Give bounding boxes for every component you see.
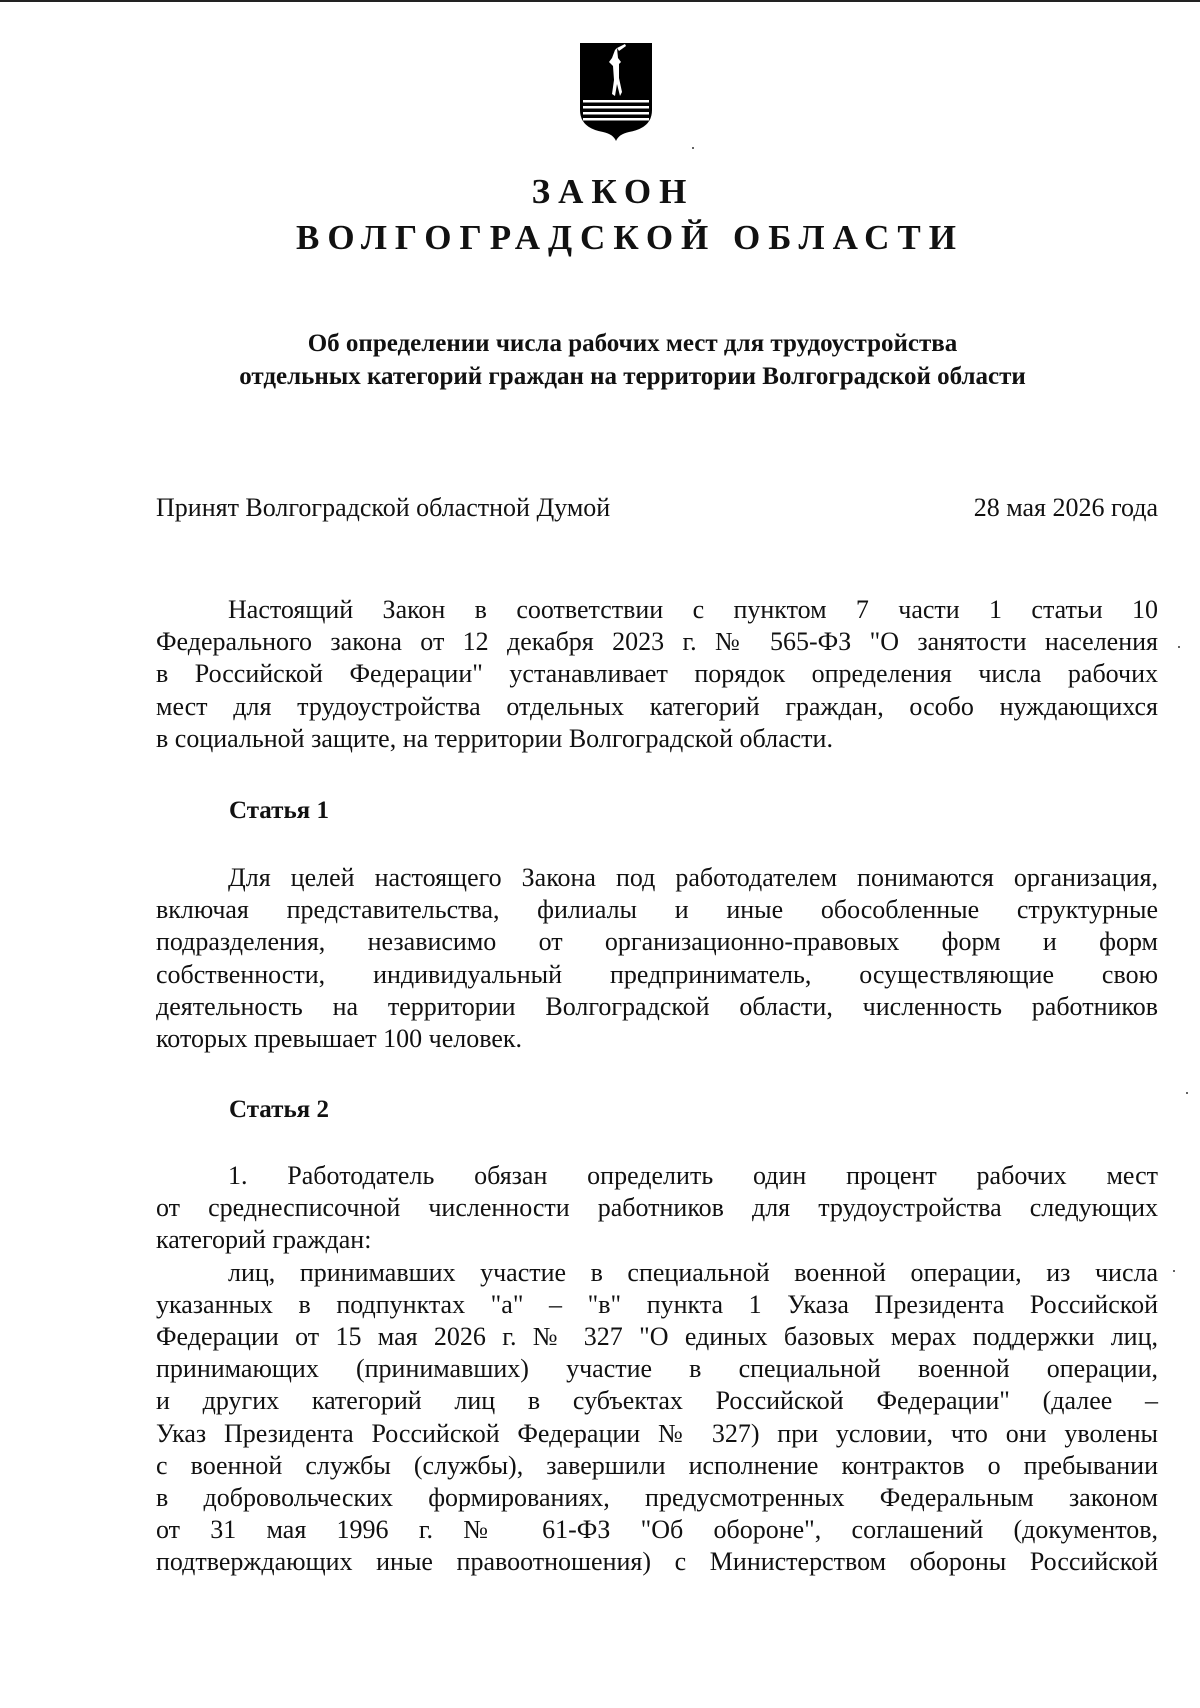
text-line: лиц, принимавших участие в специальной военной операции, из числа	[228, 1257, 1158, 1287]
text-line: подразделения, независимо от организационно-правовых форм и форм	[156, 927, 1158, 957]
region-title: ВОЛГОГРАДСКОЙ ОБЛАСТИ	[296, 218, 964, 257]
subject-line: отдельных категорий граждан на территории Волгоградской области	[239, 363, 1026, 390]
text-line: в добровольческих формированиях, предусмотренных Федеральным законом	[156, 1483, 1158, 1513]
text-line: в Российской Федерации" устанавливает порядок определения числа рабочих	[156, 659, 1158, 689]
scan-speck	[1186, 1092, 1188, 1094]
text-line: деятельность на территории Волгоградской области, численность работников	[156, 991, 1158, 1021]
text-line: 1. Работодатель обязан определить один процент рабочих мест	[228, 1161, 1158, 1190]
article-1-heading: Статья 1	[229, 797, 329, 824]
scan-speck	[1173, 1270, 1175, 1272]
preamble	[156, 594, 1158, 755]
scan-speck	[1178, 646, 1180, 648]
text-line: собственности, индивидуальный предприниматель, осуществляющие свою	[156, 959, 1158, 989]
text-line: подтверждающих иные правоотношения) с Министерством обороны Российской	[156, 1547, 1158, 1577]
scan-speck	[692, 147, 694, 149]
text-line: указанных в подпунктах "а" – "в" пункта 1 Указа Президента Российской	[156, 1289, 1158, 1319]
text-line: Для целей настоящего Закона под работодателем понимаются организация,	[228, 863, 1158, 892]
text-line: мест для трудоустройства отдельных категорий граждан, особо нуждающихся	[156, 691, 1158, 721]
article-1-text	[156, 862, 1158, 1055]
text-line: категорий граждан:	[156, 1225, 372, 1255]
text-line: включая представительства, филиалы и иные обособленные структурные	[156, 895, 1158, 925]
adoption-date: 28 мая 2026 года	[973, 493, 1158, 522]
law-title: ЗАКОН	[531, 172, 695, 211]
text-line: Федерального закона от 12 декабря 2023 г. № 565-ФЗ "О занятости населения	[156, 627, 1158, 657]
text-line: от среднесписочной численности работников для трудоустройства следующих	[156, 1193, 1158, 1223]
text-line: с военной службы (службы), завершили исполнение контрактов о пребывании	[156, 1450, 1158, 1480]
article-2-heading: Статья 2	[229, 1096, 329, 1123]
top-edge-line	[0, 0, 1200, 2]
text-line: от 31 мая 1996 г. № 61-ФЗ "Об обороне", соглашений (документов,	[156, 1515, 1158, 1545]
text-line: Указ Президента Российской Федерации № 327) при условии, что они уволены	[156, 1418, 1158, 1448]
subject-line: Об определении числа рабочих мест для трудоустройства	[307, 330, 958, 357]
coat-of-arms-icon	[577, 40, 655, 142]
text-line: и других категорий лиц в субъектах Российской Федерации" (далее –	[156, 1386, 1158, 1416]
law-subject	[150, 327, 1115, 393]
text-line: Настоящий Закон в соответствии с пунктом 7 части 1 статьи 10	[228, 595, 1158, 624]
text-line: Федерации от 15 мая 2026 г. № 327 "О единых базовых мерах поддержки лиц,	[156, 1322, 1158, 1352]
article-2-text	[156, 1160, 1158, 1579]
text-line: принимающих (принимавших) участие в специальной военной операции,	[156, 1354, 1158, 1384]
adopted-by: Принят Волгоградской областной Думой	[156, 493, 611, 522]
text-line: в социальной защите, на территории Волгоградской области.	[156, 723, 833, 753]
text-line: которых превышает 100 человек.	[156, 1024, 523, 1054]
